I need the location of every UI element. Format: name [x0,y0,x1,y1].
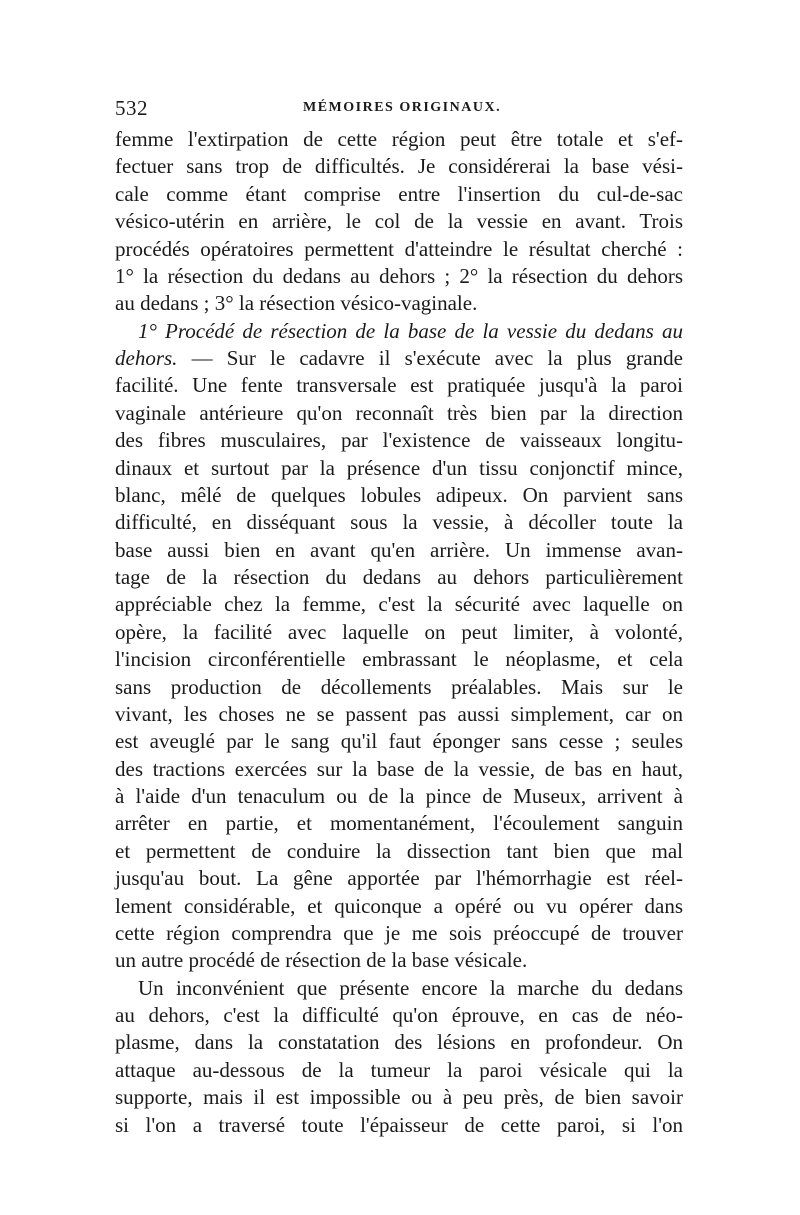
text-line: vaginale antérieure qu'on reconnaît très bien par la direction [115,400,683,425]
text-line: dinaux et surtout par la présence d'un tissu conjonctif mince, [115,455,683,480]
text-line: appréciable chez la femme, c'est la sécurité avec laquelle on [115,592,683,617]
text-line: opère, la facilité avec laquelle on peut limiter, à volonté, [115,619,683,644]
text-line-mixed [115,345,683,372]
text-line: un autre procédé de résection de la base vésicale. [115,948,528,973]
text-line: et permettent de conduire la dissection tant bien que mal [115,838,683,863]
text-line: tage de la résection du dedans au dehors particulièrement [115,565,683,589]
text-line: 1° la résection du dedans au dehors ; 2° la résection du dehors [115,263,683,288]
text-line: sans production de décollements préalables. Mais sur le [115,674,683,699]
text-line: Un inconvénient que présente encore la marche du dedans [138,975,683,1000]
text-line: base aussi bien en avant qu'en arrière. Un immense avan- [115,537,683,562]
body-text [115,126,683,1139]
text-line: attaque au-dessous de la tumeur la paroi vésicale qui la [115,1057,683,1082]
section-heading-line: 1° Procédé de résection de la base de la vessie du dedans au [138,318,683,343]
text-line: fectuer sans trop de difficultés. Je considérerai la base vési- [115,154,683,179]
text-line: vivant, les choses ne se passent pas aussi simplement, car on [115,701,683,726]
text-line: au dedans ; 3° la résection vésico-vaginale. [115,291,478,316]
text-line: cette région comprendra que je me sois préoccupé de trouver [115,920,683,945]
text-line: lement considérable, et quiconque a opéré ou vu opérer dans [115,893,683,918]
text-line: l'incision circonférentielle embrassant le néoplasme, et cela [115,647,683,672]
text-line: difficulté, en disséquant sous la vessie, à décoller toute la [115,510,683,535]
text-line: blanc, mêlé de quelques lobules adipeux. On parvient sans [115,482,683,507]
section-heading-end: dehors. [115,346,178,370]
page-number: 532 [115,96,148,120]
text-line: vésico-utérin en arrière, le col de la vessie en avant. Trois [115,209,683,234]
text-line: femme l'extirpation de cette région peut être totale et s'ef- [115,127,683,151]
text-line: arrêter en partie, et momentanément, l'écoulement sanguin [115,811,683,836]
text-line: facilité. Une fente transversale est pratiquée jusqu'à la paroi [115,373,683,398]
text-line: est aveuglé par le sang qu'il faut éponger sans cesse ; seules [115,729,683,754]
text-line: cale comme étant comprise entre l'insertion du cul-de-sac [115,181,683,206]
text-line: jusqu'au bout. La gêne apportée par l'hémorrhagie est réel- [115,866,683,891]
text-line: supporte, mais il est impossible ou à peu près, de bien savoir [115,1085,683,1110]
text-line: si l'on a traversé toute l'épaisseur de cette paroi, si l'on [115,1112,683,1137]
text-line: plasme, dans la constatation des lésions en profondeur. On [115,1030,683,1055]
text-line: des tractions exercées sur la base de la vessie, de bas en haut, [115,756,683,781]
running-head: MÉMOIRES ORIGINAUX. [303,100,502,115]
text-line: au dehors, c'est la difficulté qu'on éprouve, en cas de néo- [115,1003,683,1027]
text-run: — Sur le cadavre il s'exécute avec la plus grande [177,346,683,370]
page-header [115,96,683,124]
text-line: à l'aide d'un tenaculum ou de la pince de Museux, arrivent à [115,784,683,808]
text-line: des fibres musculaires, par l'existence de vaisseaux longitu- [115,428,683,453]
text-line: procédés opératoires permettent d'atteindre le résultat cherché : [115,236,683,261]
